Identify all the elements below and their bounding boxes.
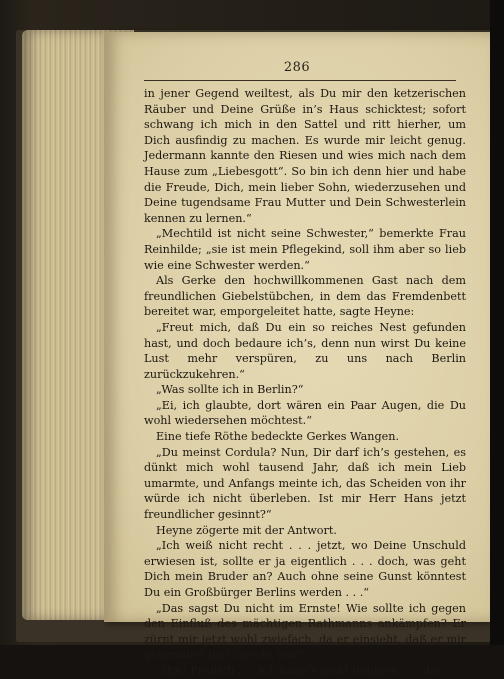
paragraph: „Ich weiß nicht recht . . . jetzt, wo Deine Unschuld erwiesen ist, sollte er ja eigentlich . . . doch, was geht Dich mein Bruder an? Auch ohne seine Gunst könntest Du ein Großbürger Berlins werden . . .“ — [144, 539, 466, 599]
paragraph: „Was sollte ich in Berlin?“ — [156, 383, 304, 397]
paragraph: Als Gerke den hochwillkommenen Gast nach dem freundlichen Giebelstübchen, in dem das Fremdenbett bereitet war, emporgeleitet hatte, sagte Heyne: — [144, 274, 466, 319]
paragraph: „Ei, ich glaubte, dort wären ein Paar Augen, die Du wohl wiedersehen möchtest.“ — [144, 398, 466, 428]
header-rule — [144, 80, 456, 81]
dark-edge — [490, 0, 504, 645]
paragraph: „Hm! Freilich . . . ich kann’s nicht leugnen . . . die — [156, 663, 441, 677]
paragraph: „Du meinst Cordula? Nun, Dir darf ich’s gestehen, es dünkt mich wohl tausend Jahr, daß ich mein Lieb umarmte, und Anfangs meinte ich, das Scheiden von ihr würde ich nicht überleben. Ist mir Herr Hans jetzt freundlicher gesinnt?“ — [144, 445, 466, 522]
paragraph: Eine tiefe Röthe bedeckte Gerkes Wangen. — [156, 430, 400, 444]
page-text — [144, 86, 466, 679]
paragraph: in jener Gegend weiltest, als Du mir den ketzerischen Räuber und Deine Grüße in’s Haus schicktest; sofort schwang ich mich in den Sattel und ritt hierher, um Dich ausfindig zu machen. Es wurde mir leicht genug. Jedermann kannte den Riesen und wies mich nach dem Hause zum „Liebesgott“. So bin ich denn hier und habe die Freude, Dich, mein lieber Sohn, wiederzusehen und Deine tugendsame Frau Mutter und Dein Schwesterlein kennen zu lernen.“ — [144, 87, 466, 225]
book-page — [104, 32, 490, 677]
paragraph: „Das sagst Du nicht im Ernste! Wie sollte ich gegen den Einfluß des mächtigen Rathmanns ankämpfen? Er zürnt mir jetzt wohl zwiefach, da er einsieht, daß er mir gegenüber im Unrecht war?“ — [144, 601, 466, 662]
page-number: 286 — [283, 60, 311, 75]
paragraph: Heyne zögerte mit der Antwort. — [156, 523, 337, 537]
paragraph: „Mechtild ist nicht seine Schwester,“ bemerkte Frau Reinhilde; „sie ist mein Pflegekind, soll ihm aber so lieb wie eine Schwester werden.“ — [144, 227, 466, 272]
paragraph: „Freut mich, daß Du ein so reiches Nest gefunden hast, und doch bedaure ich’s, denn nun wirst Du keine Lust mehr verspüren, zu uns nach Berlin zurückzukehren.“ — [144, 320, 466, 381]
